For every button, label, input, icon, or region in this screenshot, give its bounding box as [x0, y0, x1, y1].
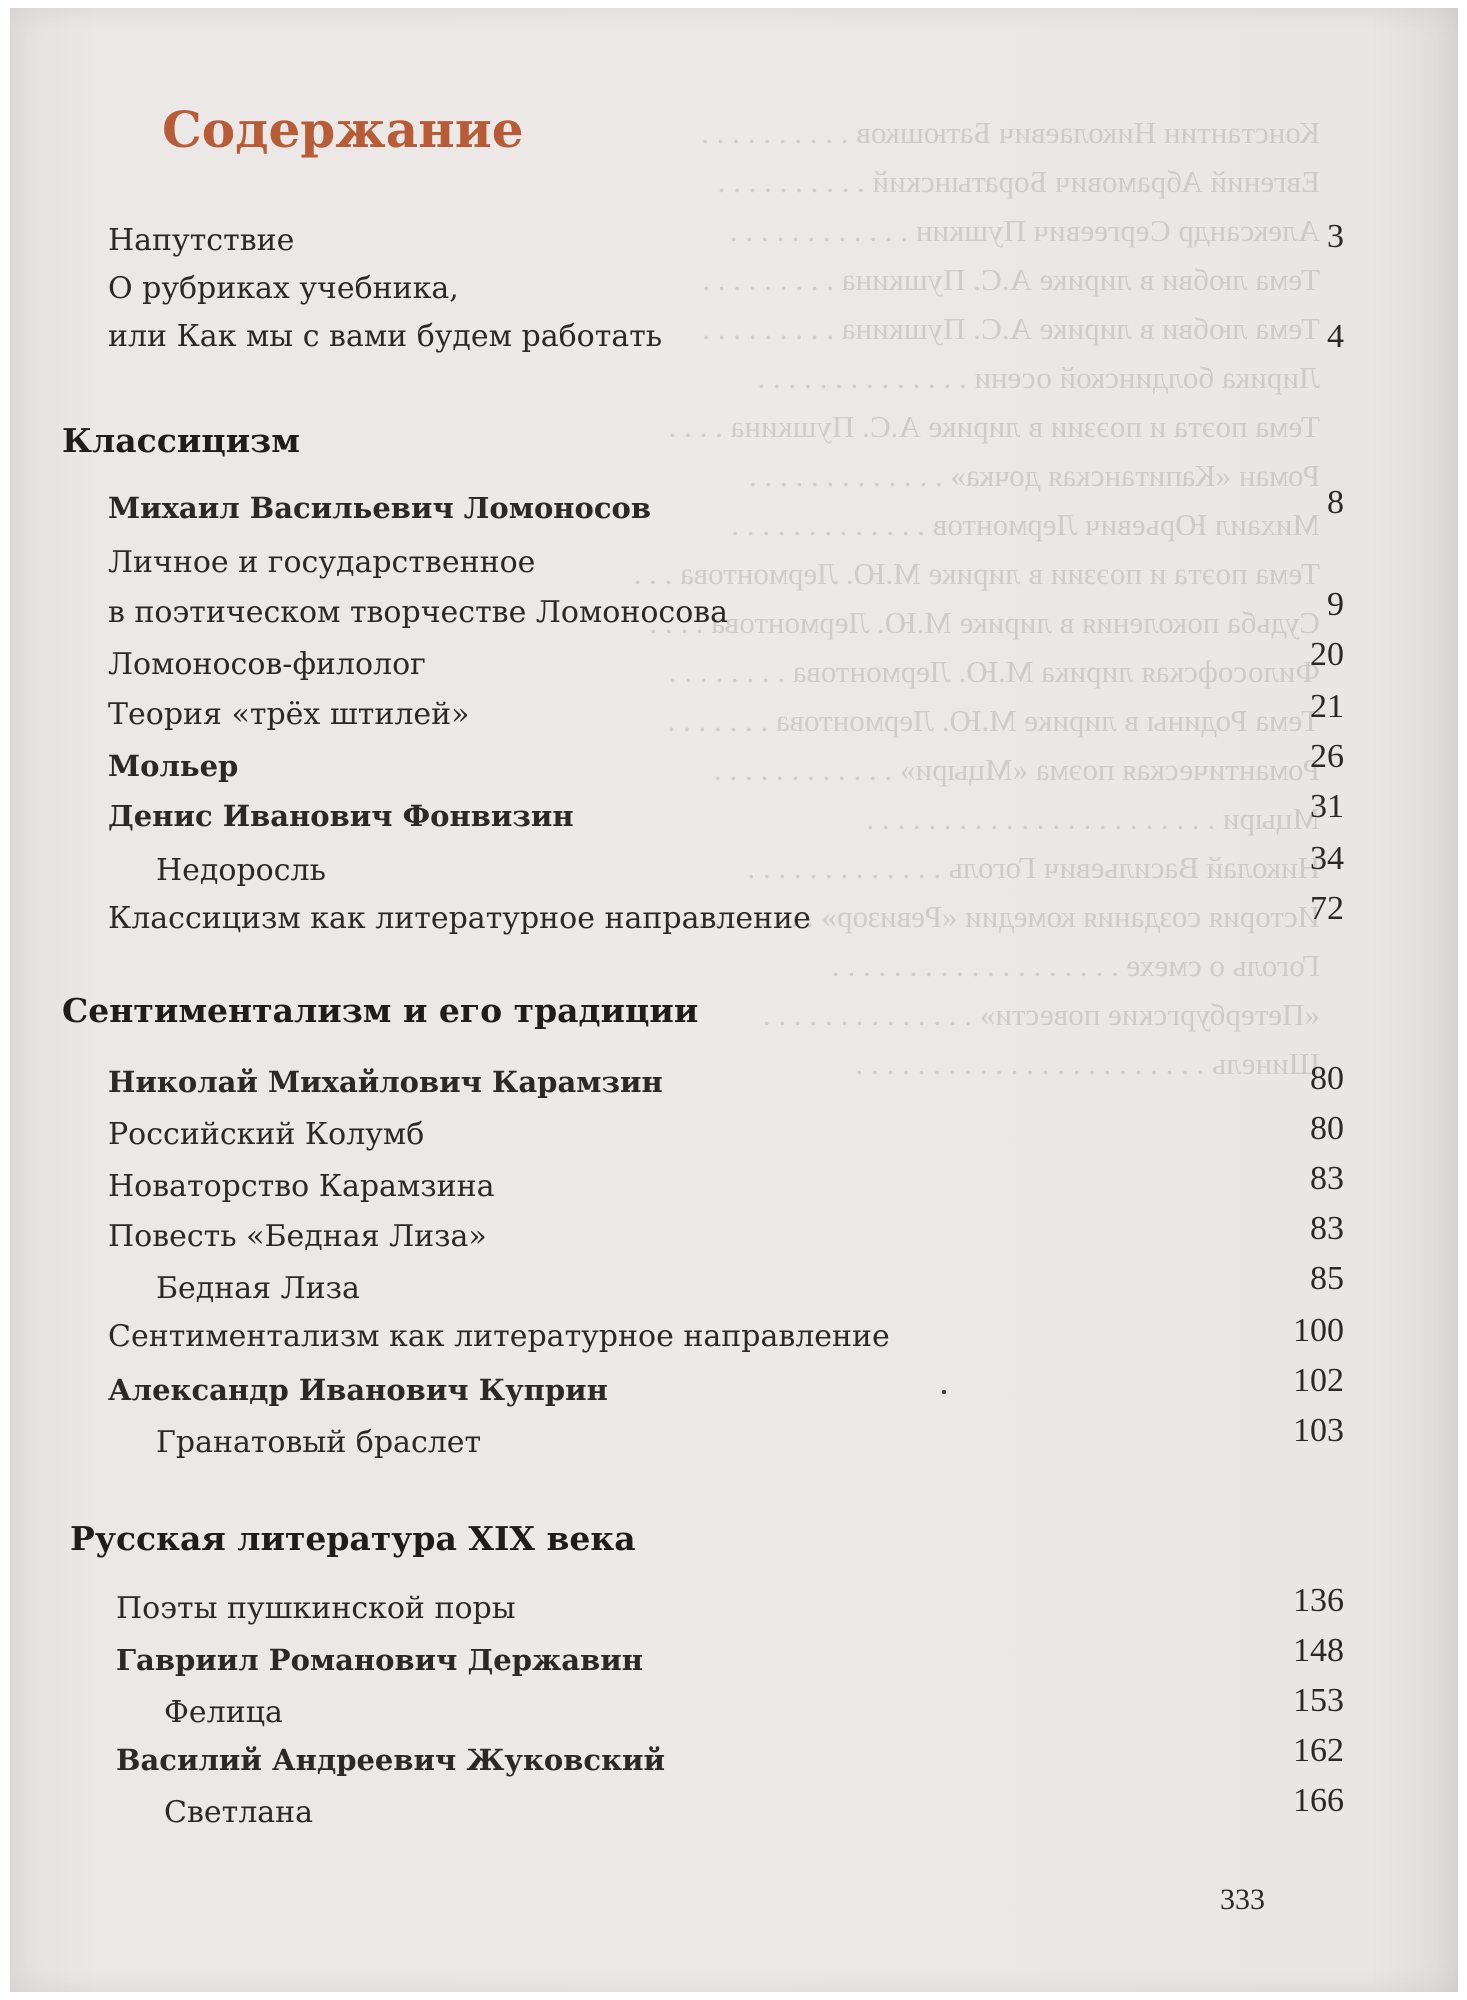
show-through-line: Тема Родины в лирике М.Ю. Лермонтова . . . . . . .	[667, 703, 1320, 738]
toc-entry: Личное и государственное	[108, 545, 536, 580]
page-number: 4	[1327, 318, 1344, 355]
show-through-line: История создания комедии «Ревизор» . . . . . . . .	[697, 899, 1320, 934]
toc-entry-intro: Напутствие	[108, 223, 295, 258]
folio-page-number: 333	[1220, 1883, 1265, 1916]
toc-entry-author: Василий Андреевич Жуковский	[116, 1743, 666, 1777]
toc-entry-work: Недоросль	[156, 853, 326, 888]
show-through-line: Тема любви в лирике А.С. Пушкина . . . . . . . . .	[702, 311, 1320, 346]
page-number: 83	[1310, 1160, 1344, 1197]
page-number: 72	[1310, 890, 1344, 927]
show-through-line: Тема поэта и поэзии в лирике М.Ю. Лермонтова . . .	[633, 556, 1320, 591]
show-through-line: Николай Васильевич Гоголь . . . . . . . . . . . . .	[747, 850, 1320, 885]
page-number: 26	[1310, 738, 1344, 775]
toc-entry-author: Михаил Васильевич Ломоносов	[108, 491, 652, 525]
toc-entry-author: Мольер	[108, 749, 239, 783]
show-through-line: Шинель . . . . . . . . . . . . . . . . . . . . . . .	[855, 1046, 1320, 1081]
scanned-page	[10, 8, 1458, 1992]
page-number: 31	[1310, 788, 1344, 825]
toc-entry-author: Александр Иванович Куприн	[108, 1373, 608, 1407]
toc-entry-intro: или Как мы с вами будем работать	[108, 319, 663, 354]
show-through-line: Тема любви в лирике А.С. Пушкина . . . . . . . . .	[702, 262, 1320, 297]
show-through-line: Роман «Капитанская дочка» . . . . . . . . . . . . .	[749, 458, 1320, 493]
page-number: 102	[1293, 1362, 1344, 1399]
toc-entry-author: Николай Михайлович Карамзин	[108, 1065, 663, 1099]
show-through-line: Гоголь о смехе . . . . . . . . . . . . . . . . . . .	[831, 948, 1320, 983]
page-number: 100	[1293, 1312, 1344, 1349]
page-number: 85	[1310, 1260, 1344, 1297]
page-number: 9	[1327, 586, 1344, 623]
page-title: Содержание	[162, 100, 524, 159]
toc-entry: Новаторство Карамзина	[108, 1169, 495, 1204]
show-through-line: Мцыри . . . . . . . . . . . . . . . . . . . . . . .	[866, 801, 1320, 836]
show-through-line: Константин Николаевич Батюшков . . . . . . . . . .	[701, 115, 1320, 150]
page-number: 3	[1327, 218, 1344, 255]
show-through-line: Романтическая поэма «Мцыри» . . . . . . . . . . . .	[714, 752, 1320, 787]
stray-dot	[942, 1390, 946, 1394]
page-number: 166	[1293, 1782, 1344, 1819]
toc-entry: Ломоносов-филолог	[108, 647, 426, 682]
page-number: 153	[1293, 1682, 1344, 1719]
toc-entry: Теория «трёх штилей»	[108, 697, 470, 732]
show-through-line: Тема поэта и поэзии в лирике А.С. Пушкина . . . .	[668, 409, 1320, 444]
toc-entry-author: Денис Иванович Фонвизин	[108, 799, 574, 833]
show-through-line: Судьба поколения в лирике М.Ю. Лермонтова . . . .	[649, 605, 1320, 640]
page-number: 34	[1310, 840, 1344, 877]
show-through-line: Евгений Абрамович Боратынский . . . . . . . . . .	[717, 164, 1320, 199]
toc-entry-author: Гавриил Романович Державин	[116, 1643, 643, 1677]
page-number: 162	[1293, 1732, 1344, 1769]
toc-entry: Поэты пушкинской поры	[116, 1591, 516, 1626]
toc-entry-work: Гранатовый браслет	[156, 1425, 482, 1460]
show-through-line: Философская лирика М.Ю. Лермонтова . . . . . . . .	[668, 654, 1320, 689]
page-number: 83	[1310, 1210, 1344, 1247]
page-number: 80	[1310, 1060, 1344, 1097]
toc-entry-work: Светлана	[164, 1795, 314, 1830]
toc-entry: Российский Колумб	[108, 1117, 425, 1152]
toc-entry: в поэтическом творчестве Ломоносова	[108, 595, 729, 630]
toc-entry: Повесть «Бедная Лиза»	[108, 1219, 487, 1254]
toc-entry: Классицизм как литературное направление	[108, 901, 811, 936]
toc-entry-work: Фелица	[164, 1695, 283, 1730]
page-number: 136	[1293, 1582, 1344, 1619]
page-number: 20	[1310, 636, 1344, 673]
show-through-line: «Петербургские повести» . . . . . . . . . . . . . .	[762, 997, 1320, 1032]
section-heading: Сентиментализм и его традиции	[62, 991, 699, 1030]
show-through-line: Михаил Юрьевич Лермонтов . . . . . . . . . . . . .	[731, 507, 1320, 542]
show-through-line: Лирика болдинской осени . . . . . . . . . . . . . .	[757, 360, 1320, 395]
toc-entry-work: Бедная Лиза	[156, 1271, 360, 1306]
show-through-line: Александр Сергеевич Пушкин . . . . . . . . . . . .	[729, 213, 1320, 248]
section-heading: Русская литература XIX века	[70, 1519, 636, 1558]
section-heading: Классицизм	[62, 421, 300, 460]
toc-entry-intro: О рубриках учебника,	[108, 271, 459, 306]
page-number: 80	[1310, 1110, 1344, 1147]
page-number: 21	[1310, 688, 1344, 725]
page-number: 103	[1293, 1412, 1344, 1449]
toc-entry: Сентиментализм как литературное направление	[108, 1319, 890, 1354]
page-number: 148	[1293, 1632, 1344, 1669]
page-number: 8	[1327, 484, 1344, 521]
